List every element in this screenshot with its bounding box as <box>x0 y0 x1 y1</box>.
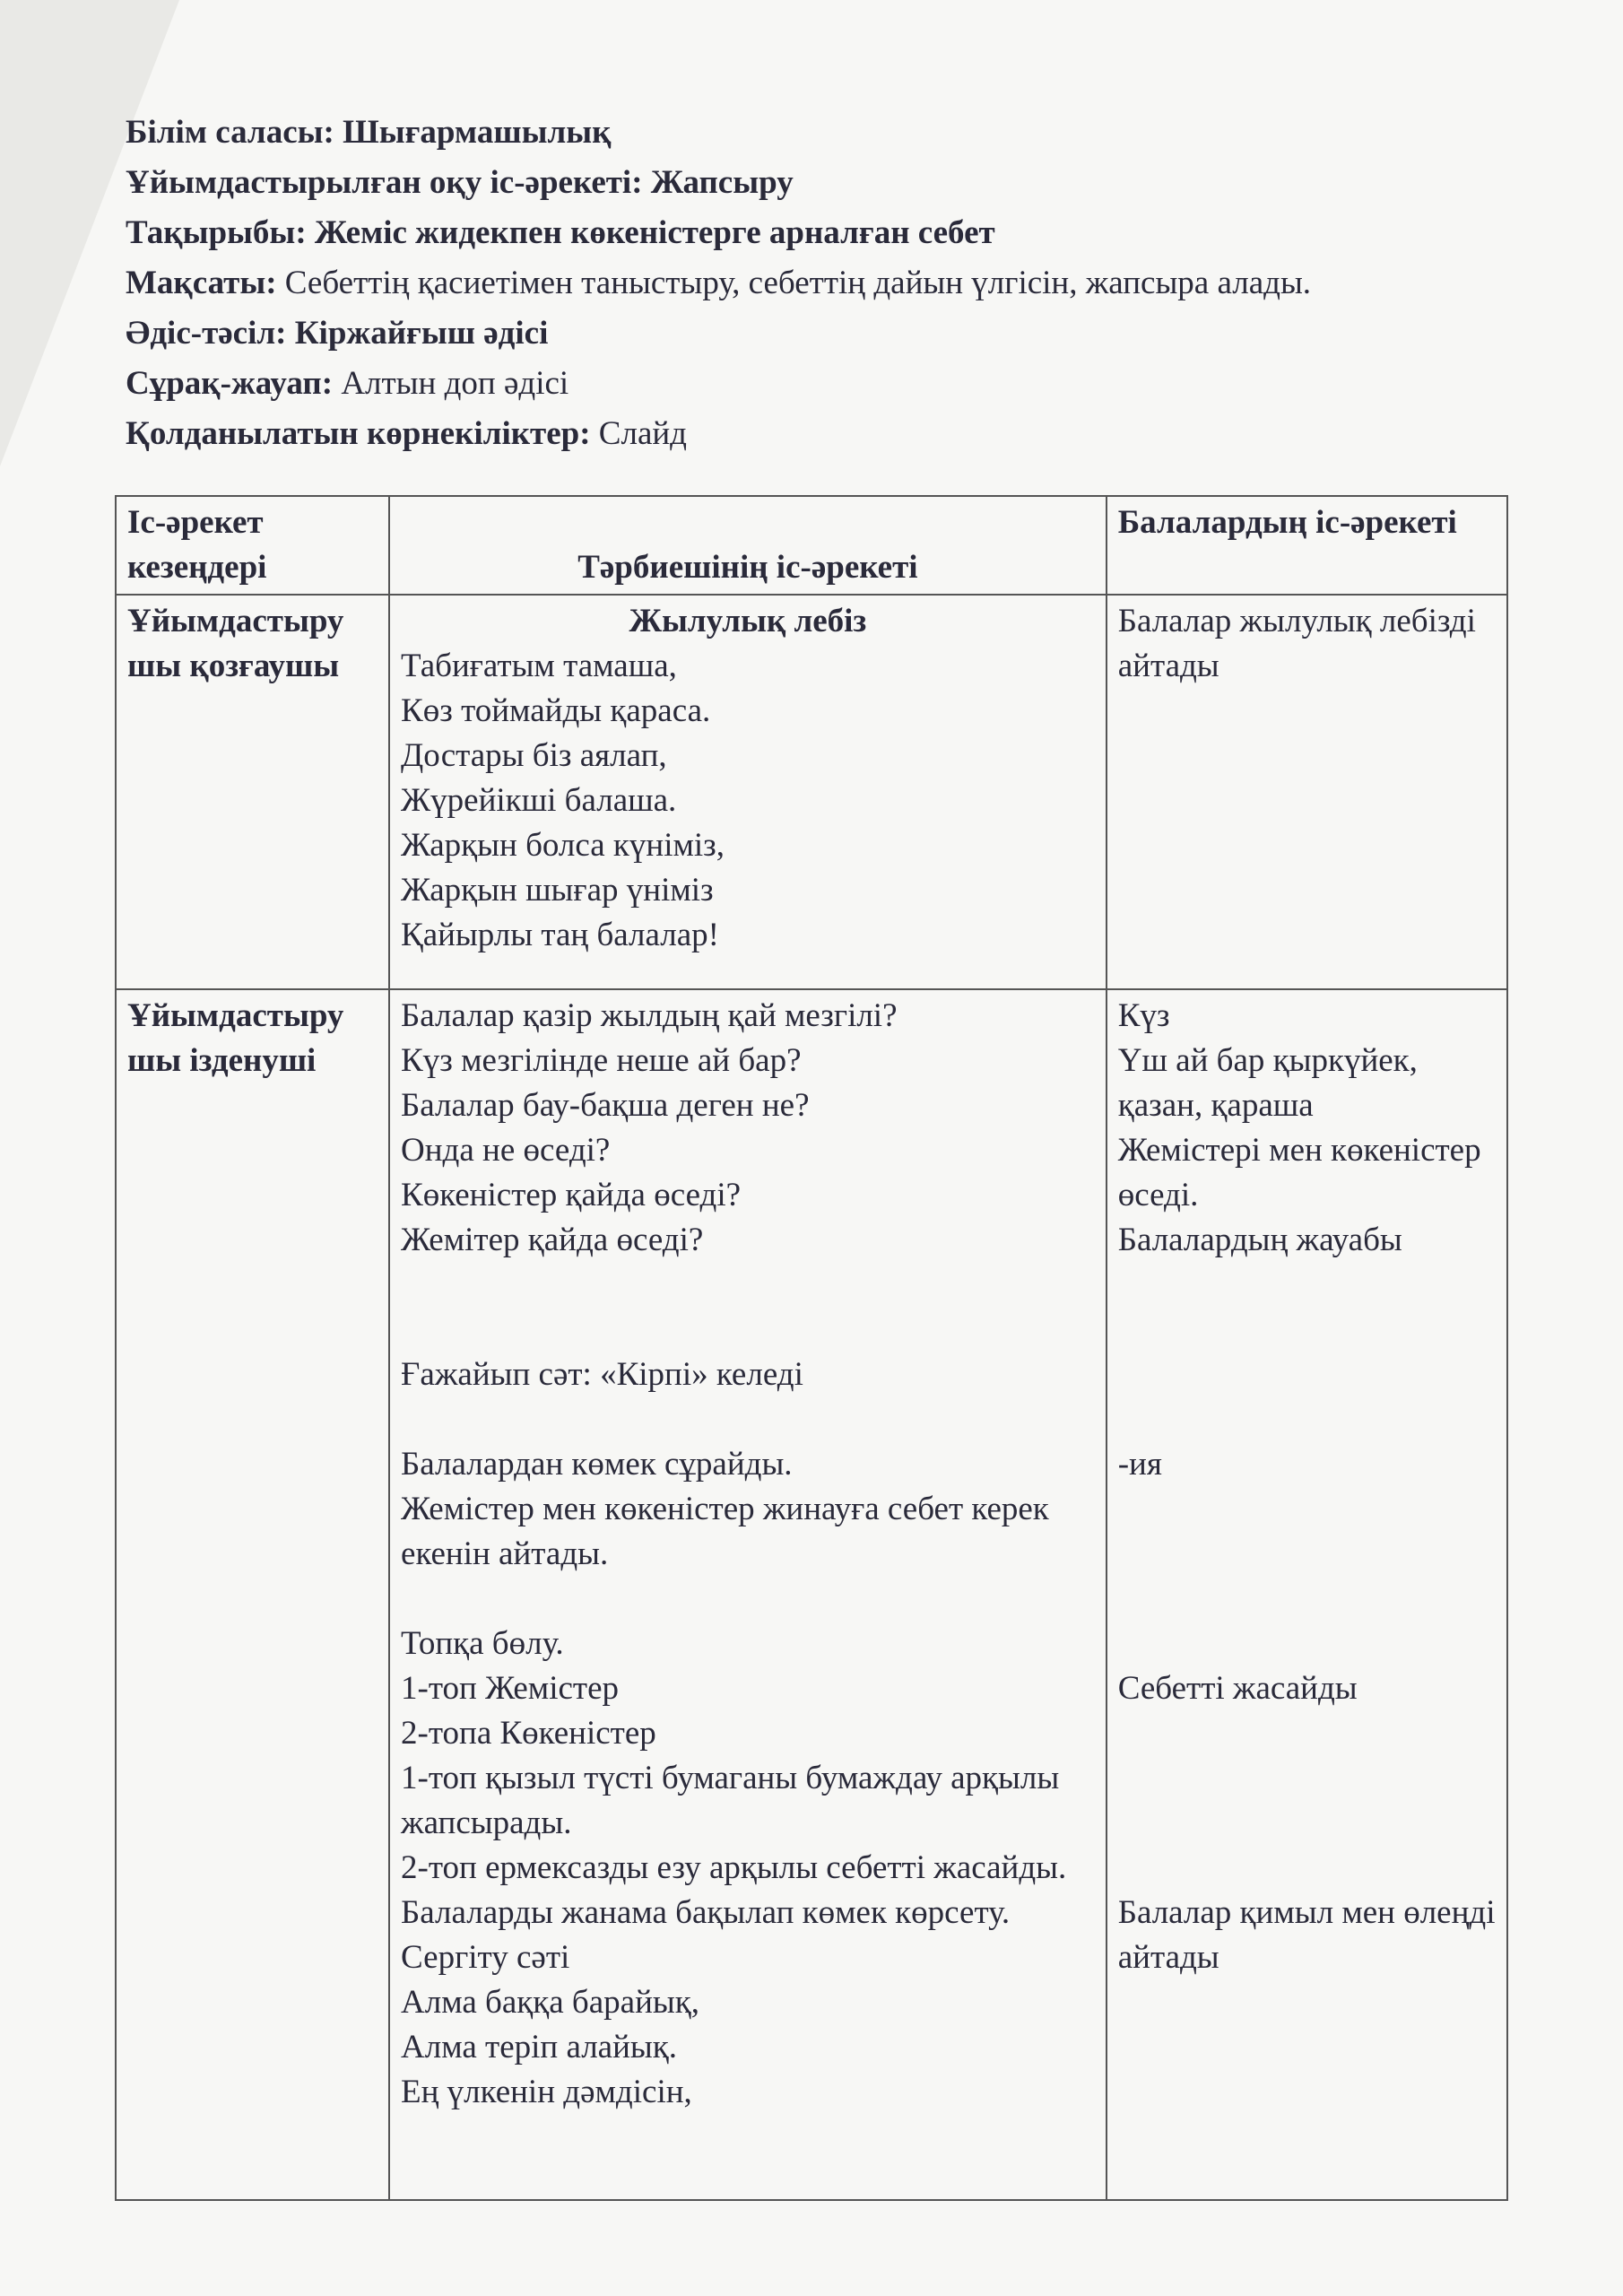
children-cell <box>1107 989 1507 2200</box>
text-line <box>1118 1846 1496 1891</box>
text-line <box>1118 1622 1496 1666</box>
text-line: Топқа бөлу. <box>401 1625 564 1662</box>
text-line: Балалар қазір жылдың қай мезгілі? <box>401 997 898 1034</box>
table-row <box>116 989 1507 2200</box>
teacher-cell <box>389 989 1107 2200</box>
text-line: -ия <box>1117 1446 1162 1483</box>
text-line <box>401 1263 1095 1308</box>
text-line: Алма баққа барайық, <box>401 1984 699 2021</box>
header-line-field: Білім саласы: Шығармашылық <box>126 114 612 151</box>
text-line <box>1118 1263 1496 1308</box>
text-line: Достары біз аялап, <box>401 737 667 774</box>
text-line: Онда не өседі? <box>401 1132 611 1169</box>
header-line-qa: Сұрақ-жауап: Алтын доп әдісі <box>126 365 569 402</box>
text-line: Алма теріп алайық. <box>401 2029 677 2066</box>
teacher-subtitle: Жылулық лебіз <box>629 603 867 639</box>
text-line <box>1118 1756 1496 1801</box>
header-line-method: Әдіс-тәсіл: Кіржайғыш әдісі <box>126 315 549 352</box>
text-line: Жемістер мен көкеністер жинауға себет керек екенін айтады. <box>401 1491 1049 1572</box>
teacher-lines <box>401 644 1095 958</box>
text-line: 2-топ ермексазды езу арқылы себетті жасайды. <box>401 1849 1067 1886</box>
children-lines <box>1118 599 1496 689</box>
text-line: Себетті жасайды <box>1117 1670 1358 1707</box>
header-line-goal: Мақсаты: Себеттің қасиетімен таныстыру, себеттің дайын үлгісін, жапсыра алады. <box>126 265 1312 301</box>
text-line: Балалар жылулық лебізді айтады <box>1117 603 1476 684</box>
header-line-topic: Тақырыбы: Жеміс жидекпен көкеністерге арналған себет <box>126 214 995 251</box>
text-line: Жарқын болса күніміз, <box>401 827 725 864</box>
text-line: 1-топ қызыл түсті бумаганы бумаждау арқылы жапсырады. <box>401 1760 1060 1841</box>
text-line: Балалар бау-бақша деген не? <box>401 1087 810 1124</box>
text-line <box>1118 1801 1496 1846</box>
header-children: Балалардың іс-әрекеті <box>1107 496 1507 595</box>
text-line: Ғажайып сәт: «Кірпі» келеді <box>401 1356 803 1393</box>
text-line: Күз <box>1117 997 1170 1034</box>
text-line <box>401 1577 1095 1622</box>
header-line-activity: Ұйымдастырылған оқу іс-әрекеті: Жапсыру <box>126 164 794 201</box>
text-line <box>1118 1577 1496 1622</box>
text-line: Сергіту сәті <box>401 1939 570 1976</box>
text-line: Ең үлкенін дәмдісін, <box>401 2074 692 2110</box>
header-stages: Іс-әрекет кезеңдері <box>116 496 389 595</box>
lesson-header <box>126 108 1560 459</box>
text-line <box>1118 1397 1496 1442</box>
text-line <box>401 1397 1095 1442</box>
text-line <box>1118 1711 1496 1756</box>
text-line: 1-топ Жемістер <box>401 1670 619 1707</box>
text-line <box>1118 1308 1496 1352</box>
text-line: Балалардың жауабы <box>1117 1222 1402 1258</box>
text-line: Қайырлы таң балалар! <box>401 917 719 953</box>
text-line <box>1118 1487 1496 1532</box>
table-row <box>116 595 1507 989</box>
header-teacher: Тәрбиешінің іс-әрекеті <box>389 496 1107 595</box>
children-cell <box>1107 595 1507 989</box>
text-line: Жемістері мен көкеністер өседі. <box>1117 1132 1481 1213</box>
text-line: Балалар қимыл мен өлеңді айтады <box>1117 1894 1496 1976</box>
text-line: Күз мезгілінде неше ай бар? <box>401 1042 802 1079</box>
text-line: Жүрейікші балаша. <box>401 782 677 819</box>
text-line <box>1118 1352 1496 1397</box>
lesson-table <box>115 495 1508 2201</box>
table-header-row <box>116 496 1507 595</box>
text-line: Көкеністер қайда өседі? <box>401 1177 742 1213</box>
text-line: Үш ай бар қыркүйек, қазан, қараша <box>1117 1042 1418 1124</box>
text-line: Балалардан көмек сұрайды. <box>401 1446 793 1483</box>
text-line: Жемітер қайда өседі? <box>401 1222 704 1258</box>
text-line: Балаларды жанама бақылап көмек көрсету. <box>401 1894 1011 1931</box>
header-line-visuals: Қолданылатын көрнекіліктер: Слайд <box>126 415 687 452</box>
children-lines <box>1118 994 1496 1980</box>
text-line <box>1118 1532 1496 1577</box>
text-line: Жарқын шығар үніміз <box>401 872 714 909</box>
teacher-lines <box>401 994 1095 2115</box>
teacher-cell <box>389 595 1107 989</box>
text-line: Табиғатым тамаша, <box>401 648 677 684</box>
stage-cell: Ұйымдастыру шы қозғаушы <box>116 595 389 989</box>
stage-cell: Ұйымдастыру шы ізденуші <box>116 989 389 2200</box>
text-line <box>401 1308 1095 1352</box>
text-line: 2-топа Көкеністер <box>401 1715 656 1752</box>
text-line: Көз тоймайды қараса. <box>401 692 711 729</box>
